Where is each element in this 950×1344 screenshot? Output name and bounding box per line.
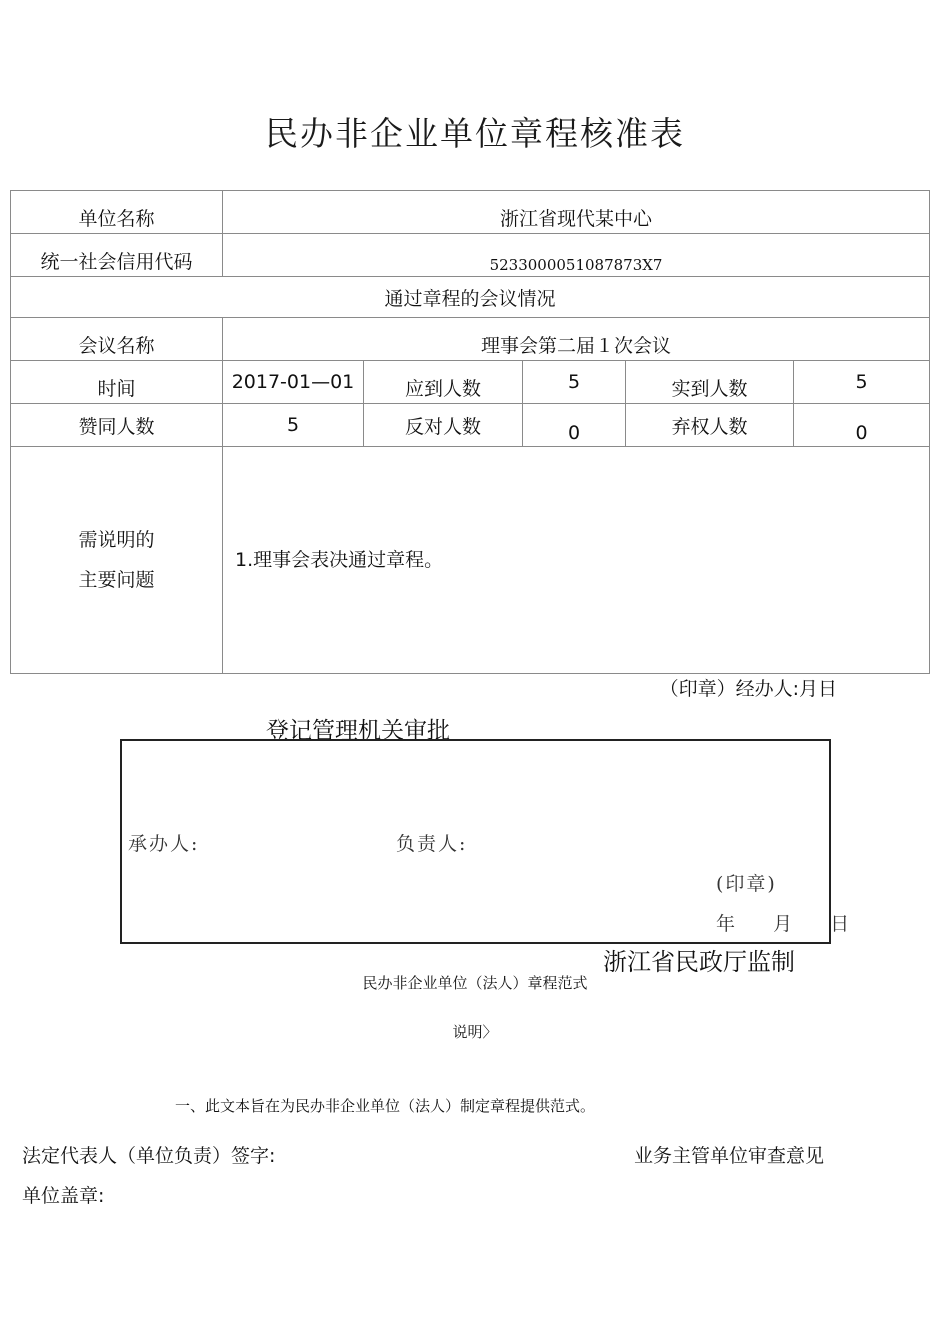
notes-row bbox=[11, 447, 930, 674]
notes-label-line2: 主要问题 bbox=[78, 569, 155, 591]
responsible-label: 负责人: bbox=[396, 833, 468, 855]
abstain-value: 0 bbox=[794, 404, 930, 447]
credit-code-label: 统一社会信用代码 bbox=[11, 234, 223, 277]
approval-heading: 登记管理机关审批 bbox=[266, 718, 450, 744]
meeting-section-title: 通过章程的会议情况 bbox=[11, 277, 930, 318]
handler-label: 承办人: bbox=[128, 833, 200, 855]
oppose-value: 0 bbox=[523, 404, 626, 447]
vote-row bbox=[11, 404, 930, 447]
credit-code-row bbox=[11, 234, 930, 277]
attendance-row bbox=[11, 361, 930, 404]
supervised-by: 浙江省民政厅监制 bbox=[603, 948, 795, 976]
unit-seal: 单位盖章: bbox=[22, 1185, 105, 1207]
approval-box bbox=[120, 739, 852, 944]
approval-date: 年 月 日 bbox=[716, 913, 852, 935]
sample-title: 民办非企业单位（法人）章程范式 bbox=[362, 974, 588, 992]
paragraph-1: 一、此文本旨在为民办非企业单位（法人）制定章程提供范式。 bbox=[175, 1097, 596, 1115]
meeting-section-row bbox=[11, 277, 930, 318]
expected-label: 应到人数 bbox=[364, 361, 523, 404]
meeting-name-row bbox=[11, 318, 930, 361]
page-title: 民办非企业单位章程核准表 bbox=[265, 114, 685, 153]
notes-value: 1.理事会表决通过章程。 bbox=[223, 447, 930, 674]
present-value: 5 bbox=[794, 361, 930, 404]
unit-name-label: 单位名称 bbox=[11, 191, 223, 234]
handler-seal-line: （印章）经办人:月日 bbox=[659, 678, 837, 700]
meeting-name-value: 理事会第二届１次会议 bbox=[223, 318, 930, 361]
notes-label-line1: 需说明的 bbox=[78, 529, 155, 551]
oppose-label: 反对人数 bbox=[364, 404, 523, 447]
unit-name-row bbox=[11, 191, 930, 234]
approval-form-table bbox=[10, 190, 930, 674]
review-opinion: 业务主管单位审查意见 bbox=[634, 1145, 825, 1167]
explanation-heading: 说明〉 bbox=[452, 1023, 498, 1041]
credit-code-value: 5233000051087873X7 bbox=[223, 234, 930, 277]
approval-seal: (印章) bbox=[716, 873, 777, 895]
time-value: 2017-01—01 bbox=[223, 361, 364, 404]
legal-rep-signature: 法定代表人（单位负责）签字: bbox=[22, 1145, 276, 1167]
time-label: 时间 bbox=[11, 361, 223, 404]
meeting-name-label: 会议名称 bbox=[11, 318, 223, 361]
abstain-label: 弃权人数 bbox=[626, 404, 794, 447]
present-label: 实到人数 bbox=[626, 361, 794, 404]
unit-name-value: 浙江省现代某中心 bbox=[223, 191, 930, 234]
expected-value: 5 bbox=[523, 361, 626, 404]
agree-value: 5 bbox=[223, 404, 364, 447]
agree-label: 赞同人数 bbox=[11, 404, 223, 447]
notes-label bbox=[11, 447, 223, 674]
